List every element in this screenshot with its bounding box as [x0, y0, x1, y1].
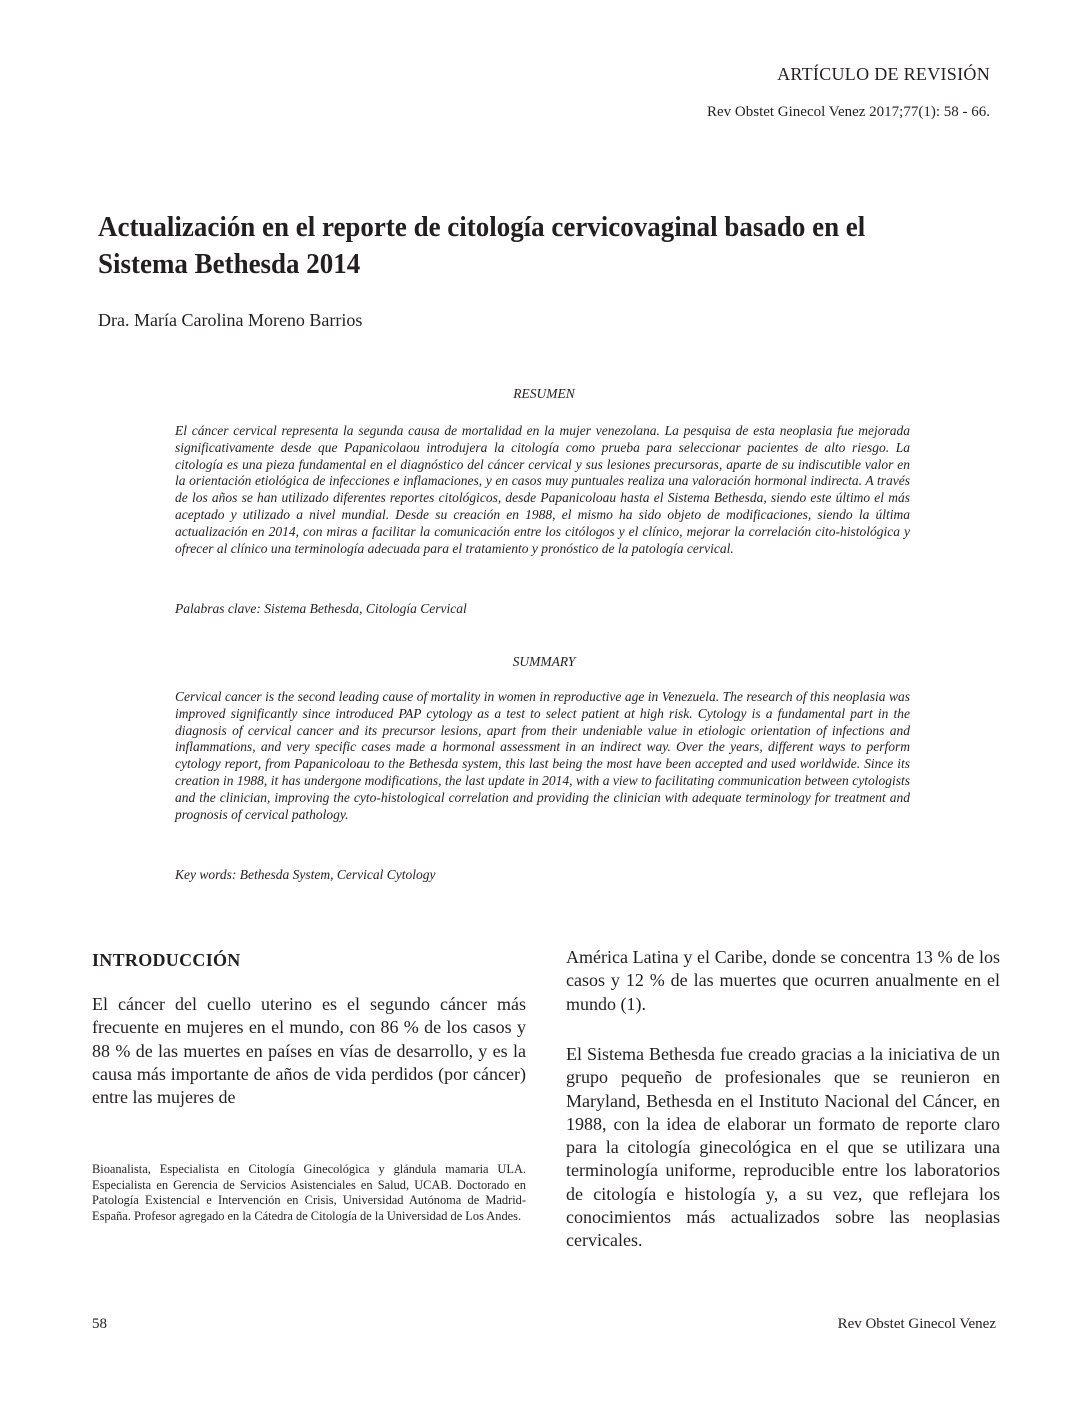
running-footer-journal: Rev Obstet Ginecol Venez — [837, 1316, 996, 1332]
summary-keywords: Key words: Bethesda System, Cervical Cytology — [175, 867, 436, 882]
resumen-text: El cáncer cervical representa la segunda causa de mortalidad en la mujer venezolana. La pesquisa de esta neoplasia fue mejorada significativamente desde que Papanicolaou introdujera la citología como prueba para seleccionar pacientes de alto riesgo. La citología es una pieza fundamental en el diagnóstico del cáncer cervical y sus lesiones precursoras, aparte de su indiscutible valor en la orientación etiológica de infecciones e inflamaciones, y en casos muy puntuales realiza una valoración hormonal indirecta. A través de los años se han utilizado diferentes reportes citológicos, desde Papanicoloau hasta el Sistema Bethesda, siendo este último el más aceptado y utilizado a nivel mundial. Desde su creación en 1988, el mismo ha sido objeto de modificaciones, siendo la última actualización en 2014, con miras a facilitar la comunicación entre los citólogos y el clínico, mejorar la correlación cito-histológica y ofrecer al clínico una terminología adecuada para el tratamiento y pronóstico de la patología cervical. — [175, 423, 910, 556]
introduction-heading: INTRODUCCIÓN — [92, 950, 241, 970]
article-title: Actualización en el reporte de citología cervicovaginal basado en el Sistema Bethesda 2014 — [98, 211, 866, 280]
page-number: 58 — [92, 1316, 107, 1332]
intro-paragraph-col1: El cáncer del cuello uterino es el segundo cáncer más frecuente en mujeres en el mundo, con 86 % de los casos y 88 % de las muertes en países en vías de desarrollo, y es la causa más importante de años de vida perdidos (por cáncer) entre las mujeres de — [92, 994, 526, 1108]
author-name: Dra. María Carolina Moreno Barrios — [98, 310, 363, 330]
resumen-keywords: Palabras clave: Sistema Bethesda, Citología Cervical — [175, 601, 467, 616]
intro-paragraph-col2-2: El Sistema Bethesda fue creado gracias a la iniciativa de un grupo pequeño de profesionales que se reunieron en Maryland, Bethesda en el Instituto Nacional del Cáncer, en 1988, con la idea de elaborar un formato de reporte claro para la citología ginecológica en el que se utilizara una terminología uniforme, reproducible entre los laboratorios de citología e histología y, a su vez, que reflejara los conocimientos más actualizados sobre las neoplasias cervicales. — [566, 1044, 1000, 1251]
resumen-heading: RESUMEN — [513, 386, 575, 401]
summary-text: Cervical cancer is the second leading cause of mortality in women in reproductive age in Venezuela. The research of this neoplasia was improved significantly since introduced PAP cytology as a test to select patient at high risk. Cytology is a fundamental part in the diagnosis of cervical cancer and its precursor lesions, apart from their undeniable value in etiologic orientation of infections and inflammations, and very specific cases made a hormonal assessment in an indirect way. Over the years, different ways to perform cytology report, from Papanicoloau to the Bethesda system, this last being the most have been accepted and used worldwide. Since its creation in 1988, it has undergone modifications, the last update in 2014, with a view to facilitating communication between cytologists and the clinician, improving the cyto-histological correlation and providing the clinician with adequate terminology for treatment and prognosis of cervical pathology. — [175, 689, 910, 822]
intro-paragraph-col2-1: América Latina y el Caribe, donde se concentra 13 % de los casos y 12 % de las muertes que ocurren anualmente en el mundo (1). — [566, 947, 1000, 1014]
summary-heading: SUMMARY — [512, 654, 576, 669]
author-footnote: Bioanalista, Especialista en Citología Ginecológica y glándula mamaria ULA. Especialista en Gerencia de Servicios Asistenciales en Salud, UCAB. Doctorado en Patología Existencial e Intervención en Crisis, Universidad Autónoma de Madrid-España. Profesor agregado en la Cátedra de Citología de la Universidad de Los Andes. — [92, 1162, 526, 1223]
section-type-label: ARTÍCULO DE REVISIÓN — [777, 64, 990, 84]
journal-citation: Rev Obstet Ginecol Venez 2017;77(1): 58 - 66. — [706, 104, 990, 120]
